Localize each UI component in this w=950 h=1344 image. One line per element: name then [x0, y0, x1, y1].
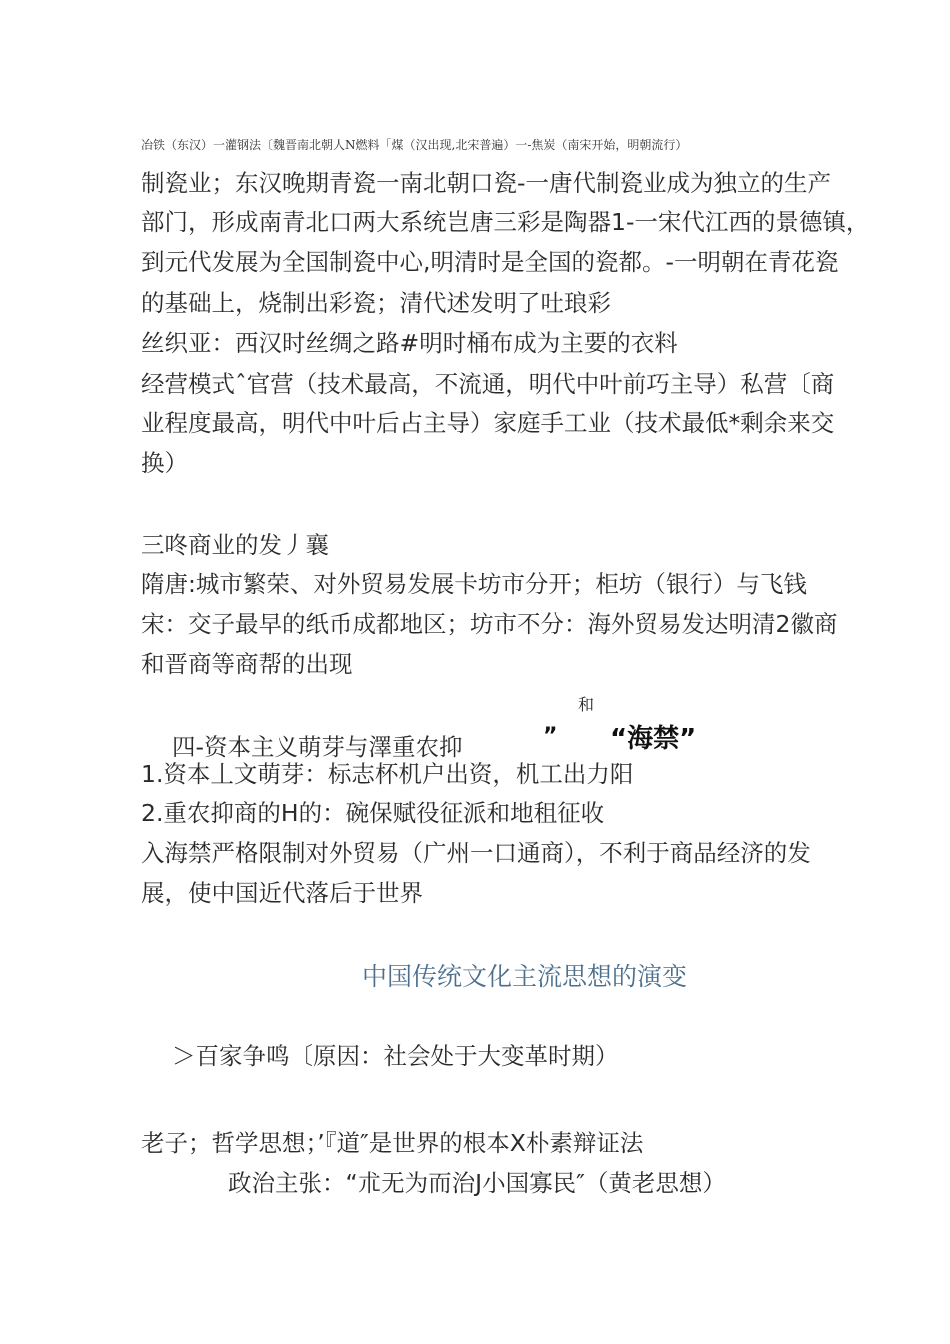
ceramics-line: 制瓷业；东汉晚期青瓷一南北朝口瓷-一唐代制瓷业成为独立的生产	[141, 169, 831, 197]
section4-heading: 四-资本主义萌芽与澤重农抑	[172, 733, 463, 761]
he-label: 和	[578, 695, 595, 714]
textile-line: 丝织亚：西汉时丝绸之路#明时桶布成为主要的衣料	[141, 329, 678, 357]
haijin-label: “海禁”	[610, 724, 697, 754]
header-note: 冶铁（东汉）一灌钢法〔魏晋南北朝人N燃料「煤（汉出现,北宋普遍）一-焦炭（南宋开始，明朝流行）	[141, 138, 688, 152]
ceramics-line: 的基础上，烧制出彩瓷；清代述发明了吐琅彩	[141, 289, 611, 317]
ceramics-line: 部门，形成南青北口两大系统岂唐三彩是陶器1-一宋代江西的景德镇，	[141, 208, 870, 236]
laozi-politics: 政治主张：“朮无为而治J小国寡民″（黄老思想）	[228, 1169, 726, 1197]
baijia-line: ＞百家争鸣〔原因：社会处于大变革时期）	[172, 1042, 619, 1070]
section3-line: 和晋商等商帮的出现	[141, 650, 353, 678]
section4-line: 1.资本丄文萌芽：标志杯机户出资，机工出力阳	[141, 760, 634, 788]
section3-line: 隋唐:城市繁荣、对外贸易发展卡坊市分开；柜坊（银行）与飞钱	[141, 570, 807, 598]
section4-line: 2.重农抑商的H的：碗保赋役征派和地租征收	[141, 799, 605, 827]
section4-line: 展，使中国近代落后于世界	[141, 879, 423, 907]
section3-line: 宋：交子最早的纸币成都地区；坊市不分：海外贸易发达明清2徽商	[141, 610, 838, 638]
quote-mark: ”	[543, 724, 558, 749]
section4-line: 入海禁严格限制对外贸易（广州一口通商），不利于商品经济的发	[141, 839, 811, 867]
culture-title: 中国传统文化主流思想的演变	[362, 962, 688, 991]
business-model-line: 换）	[141, 449, 188, 477]
business-model-line: 经营模式ˆ官营（技术最高，不流通，明代中叶前巧主导）私营〔商	[141, 370, 835, 398]
business-model-line: 业程度最高，明代中叶后占主导）家庭手工业（技术最低*剩余来交	[141, 409, 835, 437]
ceramics-line: 到元代发展为全国制瓷中心,明清时是全国的瓷都。-一明朝在青花瓷	[141, 248, 839, 276]
laozi-philosophy: 老子；哲学思想；’『道″是世界的根本X朴素辩证法	[141, 1129, 644, 1157]
section3-heading: 三咚商业的发丿襄	[141, 531, 329, 559]
